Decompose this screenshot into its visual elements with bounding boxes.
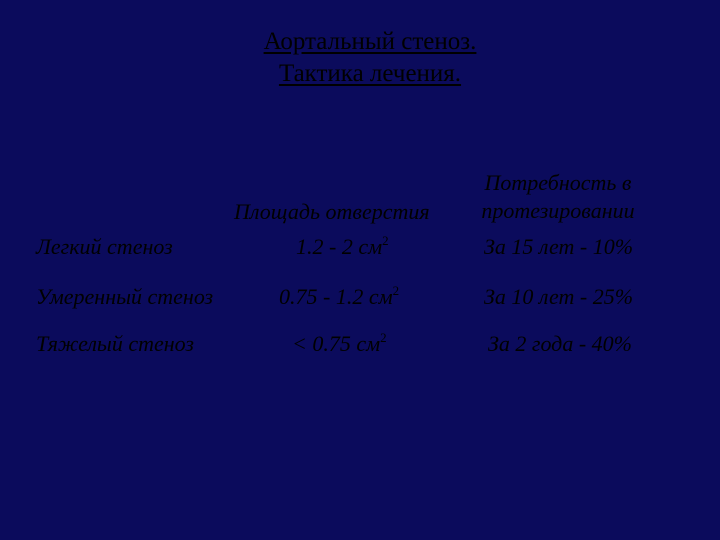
title-line-2: Тактика лечения. <box>278 60 462 87</box>
header-need <box>468 169 648 225</box>
row-degree: Умеренный стеноз <box>36 284 214 309</box>
row-need: За 2 года - 40% <box>488 331 632 356</box>
header-need-line-1: Потребность в <box>484 170 632 195</box>
row-area-value: 1.2 - 2 см <box>296 234 383 259</box>
header-need-line-2: протезировании <box>481 198 635 223</box>
row-area <box>296 233 389 261</box>
row-area-value: 0.75 - 1.2 см <box>279 284 393 309</box>
row-need: За 15 лет - 10% <box>484 234 634 259</box>
row-area <box>292 330 387 358</box>
row-area-sup: 2 <box>392 283 400 298</box>
row-degree: Тяжелый стеноз <box>36 331 194 356</box>
row-area <box>279 283 399 311</box>
title-line-1: Аортальный стеноз. <box>263 28 477 55</box>
header-area: Площадь отверстия <box>234 199 430 224</box>
slide-title <box>150 26 590 90</box>
row-degree: Легкий стеноз <box>36 234 173 259</box>
row-area-value: < 0.75 см <box>292 331 381 356</box>
row-area-sup: 2 <box>382 233 389 248</box>
row-area-sup: 2 <box>380 330 387 345</box>
row-need: За 10 лет - 25% <box>484 284 634 309</box>
